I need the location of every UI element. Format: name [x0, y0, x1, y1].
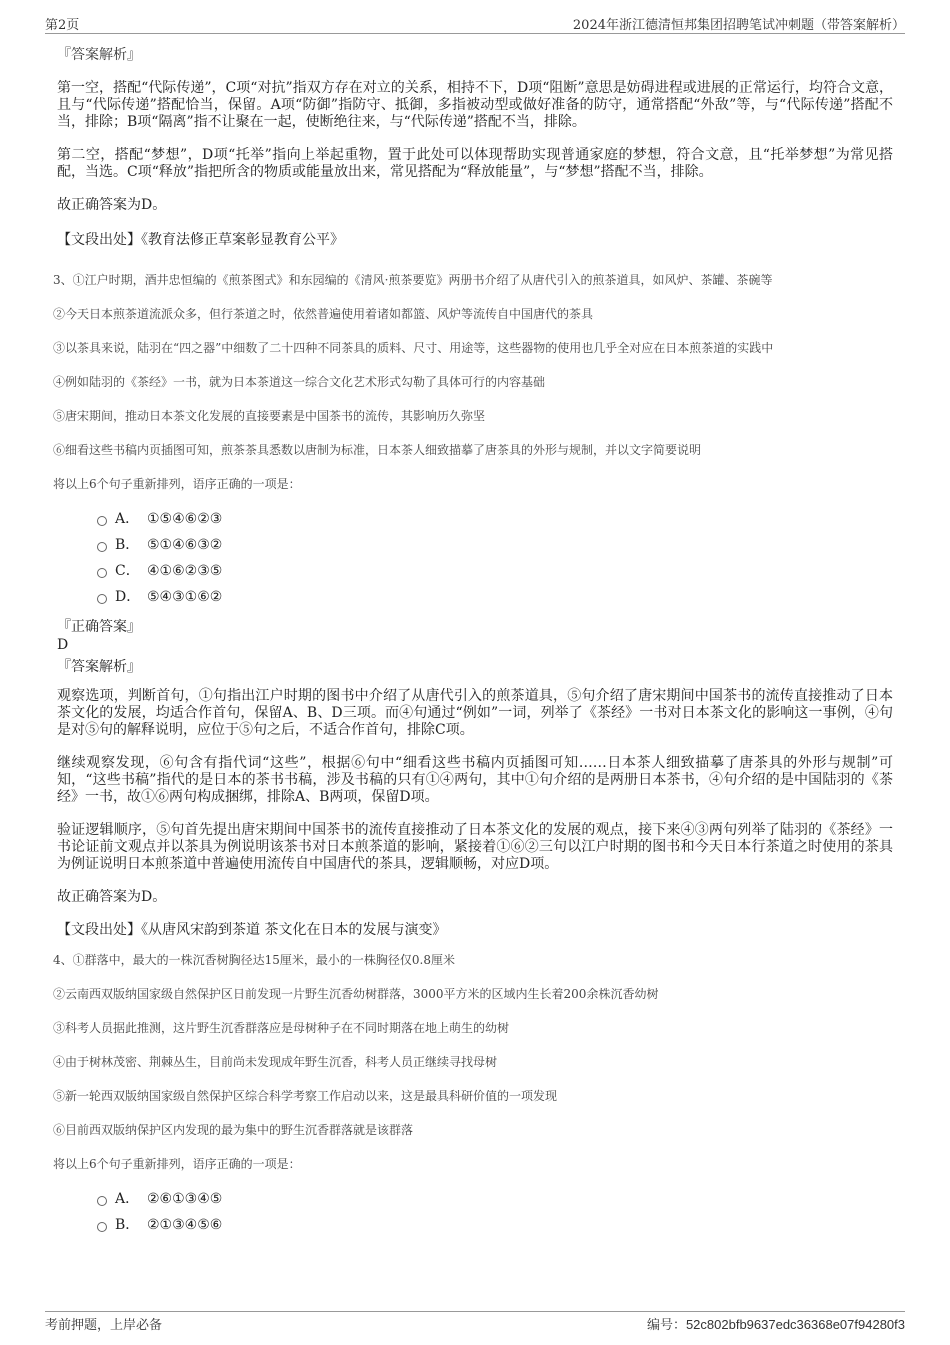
option-letter: A．: [115, 1191, 140, 1207]
option-b[interactable]: [97, 1212, 905, 1238]
option-a[interactable]: [97, 506, 905, 532]
answer-analysis-label: 『答案解析』: [57, 659, 141, 675]
analysis-paragraph: 验证逻辑顺序，⑤句首先提出唐宋期间中国茶书的流传直接推动了日本茶文化的发展的观点，接下来④③两句列举了陆羽的《茶经》一书论证前文观点并以茶具为例说明该茶书对日本煎茶道的影响，紧接着①⑥②三句以江户时期的图书和今天日本行茶道之时使用的茶具为例证说明日本煎茶道中普遍使用流传自中国唐代的茶具，逻辑顺畅，对应D项。: [57, 822, 893, 872]
code-value: 52c802bfb9637edc36368e07f94280f3: [685, 1317, 905, 1332]
option-letter: D．: [115, 589, 141, 605]
option-text: ②⑥①③④⑤: [147, 1191, 223, 1207]
question-sentence: 3、①江户时期，酒井忠恒编的《煎茶图式》和东园编的《清风·煎茶要览》两册书介绍了从唐代引入的煎茶道具，如风炉、茶罐、茶碗等: [53, 273, 773, 287]
analysis-paragraph: 继续观察发现，⑥句含有指代词“这些”，根据⑥句中“细看这些书稿内页插图可知……日本茶人细致描摹了唐茶具的外形与规制”可知，“这些书稿”指代的是日本的茶书书稿，涉及书稿的只有①④两句，其中①句介绍的是两册日本茶书，④句介绍的是中国陆羽的《茶经》一书，故①⑥两句构成捆绑，排除A、B两项，保留D项。: [57, 755, 893, 805]
question-sentence: ③科考人员据此推测，这片野生沉香群落应是母树种子在不同时期落在地上萌生的幼树: [53, 1021, 510, 1035]
option-text: ⑤④③①⑥②: [147, 589, 223, 605]
question-sentence: ④由于树林茂密、荆棘丛生，目前尚未发现成年野生沉香，科考人员正继续寻找母树: [53, 1055, 498, 1069]
question-sentence: ⑤唐宋期间，推动日本茶文化发展的直接要素是中国茶书的流传，其影响历久弥坚: [53, 409, 486, 423]
radio-icon[interactable]: [97, 1196, 107, 1206]
option-letter: B．: [115, 537, 140, 553]
page-footer: [45, 1311, 905, 1333]
analysis-paragraph: 第二空，搭配“梦想”，D项“托举”指向上举起重物，置于此处可以体现帮助实现普通家庭的梦想，符合文意，且“托举梦想”为常见搭配，当选。C项“释放”指把所含的物质或能量放出来，常见搭配为“释放能量”，与“梦想”搭配不当，排除。: [57, 147, 893, 180]
question-4: [45, 952, 905, 1238]
option-list: [97, 1186, 905, 1238]
radio-icon[interactable]: [97, 568, 107, 578]
question-sentence: ④例如陆羽的《茶经》一书，就为日本茶道这一综合文化艺术形式勾勒了具体可行的内容基础: [53, 375, 546, 389]
question-sentence: 4、①群落中，最大的一株沉香树胸径达15厘米，最小的一株胸径仅0.8厘米: [53, 953, 455, 967]
option-letter: C．: [115, 563, 140, 579]
analysis-conclusion: 故正确答案为D。: [57, 197, 167, 213]
option-letter: A．: [115, 511, 140, 527]
radio-icon[interactable]: [97, 1222, 107, 1232]
correct-answer: [57, 618, 905, 676]
analysis-conclusion: 故正确答案为D。: [57, 889, 167, 905]
passage-source: 【文段出处】《从唐风宋韵到茶道 茶文化在日本的发展与演变》: [57, 922, 447, 938]
analysis-paragraph: 观察选项，判断首句，①句指出江户时期的图书中介绍了从唐代引入的煎茶道具，⑤句介绍了唐宋期间中国茶书的流传直接推动了日本茶文化的发展，均适合作首句，保留A、B、D三项。而④句通过“例如”一词，列举了《茶经》一书对日本茶文化的影响这一事例，④句是对⑤句的解释说明，应位于⑤句之后，不适合作首句，排除C项。: [57, 688, 893, 738]
radio-icon[interactable]: [97, 594, 107, 604]
question-sentence: ②云南西双版纳国家级自然保护区日前发现一片野生沉香幼树群落，3000平方米的区域内生长着200余株沉香幼树: [53, 987, 659, 1001]
option-letter: B．: [115, 1217, 140, 1233]
passage-source: 【文段出处】《教育法修正草案彰显教育公平》: [57, 232, 344, 248]
answer-analysis-label: 『答案解析』: [57, 47, 141, 63]
option-list: [97, 506, 905, 610]
question-prompt: 将以上6个句子重新排列，语序正确的一项是：: [53, 1157, 301, 1171]
option-b[interactable]: [97, 532, 905, 558]
option-text: ⑤①④⑥③②: [147, 537, 223, 553]
option-text: ④①⑥②③⑤: [147, 563, 223, 579]
option-text: ①⑤④⑥②③: [147, 511, 223, 527]
option-c[interactable]: [97, 558, 905, 584]
document-title: 2024年浙江德清恒邦集团招聘笔试冲刺题（带答案解析）: [572, 18, 905, 33]
document-code: [647, 1314, 905, 1333]
radio-icon[interactable]: [97, 542, 107, 552]
page-number: 第2页: [45, 18, 80, 33]
question-sentence: ③以茶具来说，陆羽在“四之器”中细数了二十四种不同茶具的质料、尺寸、用途等，这些器物的使用也几乎全对应在日本煎茶道的实践中: [53, 341, 774, 355]
option-a[interactable]: [97, 1186, 905, 1212]
document-body: [45, 44, 905, 1238]
option-text: ②①③④⑤⑥: [147, 1217, 223, 1233]
correct-answer-value: D: [57, 637, 69, 653]
code-label: 编号：: [646, 1318, 686, 1333]
question-prompt: 将以上6个句子重新排列，语序正确的一项是：: [53, 477, 301, 491]
correct-answer-label: 『正确答案』: [57, 619, 141, 635]
option-d[interactable]: [97, 584, 905, 610]
question-sentence: ②今天日本煎茶道流派众多，但行茶道之时，依然普遍使用着诸如都篮、风炉等流传自中国唐代的茶具: [53, 307, 594, 321]
analysis-paragraph: 第一空，搭配“代际传递”，C项“对抗”指双方存在对立的关系，相持不下，D项“阻断”意思是妨碍进程或进展的正常运行，均符合文意，且与“代际传递”搭配恰当，保留。A项“防御”指防守、抵御，多指被动型或做好准备的防守，通常搭配“外敌”等，与“代际传递”搭配不当，排除；B项“隔离”指不让聚在一起，使断绝往来，与“代际传递”搭配不当，排除。: [57, 80, 893, 130]
question-3: [45, 272, 905, 940]
radio-icon[interactable]: [97, 516, 107, 526]
question-sentence: ⑥目前西双版纳保护区内发现的最为集中的野生沉香群落就是该群落: [53, 1123, 414, 1137]
question-sentence: ⑤新一轮西双版纳国家级自然保护区综合科学考察工作启动以来，这是最具科研价值的一项发现: [53, 1089, 558, 1103]
footer-slogan: 考前押题，上岸必备: [45, 1318, 163, 1333]
page-header: [45, 14, 905, 34]
question-sentence: ⑥细看这些书稿内页插图可知，煎茶茶具悉数以唐制为标准，日本茶人细致描摹了唐茶具的外形与规制，并以文字简要说明: [53, 443, 702, 457]
